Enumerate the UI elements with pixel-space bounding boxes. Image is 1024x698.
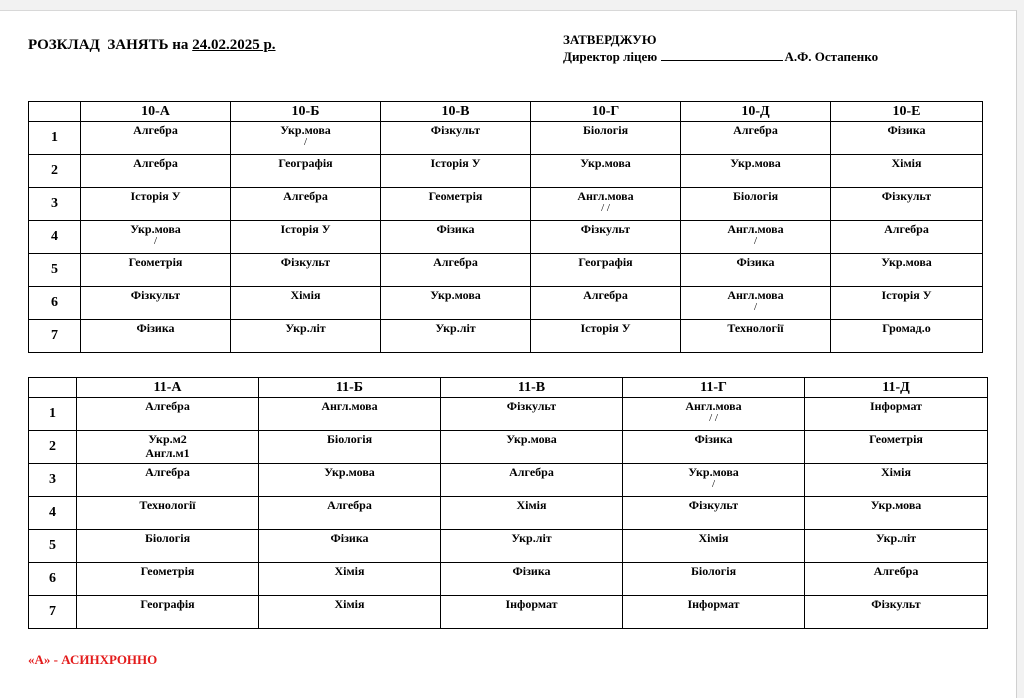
lesson-cell <box>77 596 259 629</box>
subject-name: Укр.мова <box>870 498 922 512</box>
document-page <box>0 10 1017 698</box>
subject-name: Інформат <box>505 597 558 611</box>
lesson-cell <box>623 431 805 464</box>
group-marker: / / <box>601 202 610 214</box>
lesson-number: 5 <box>29 254 81 287</box>
lesson-cell <box>681 254 831 287</box>
lesson-cell <box>231 122 381 155</box>
lesson-cell <box>681 122 831 155</box>
lesson-number: 1 <box>29 122 81 155</box>
subject-name: Фізкульт <box>688 498 739 512</box>
subject-name: Фізкульт <box>871 597 921 611</box>
corner-cell <box>29 378 77 398</box>
lesson-cell <box>623 497 805 530</box>
lesson-cell <box>81 320 231 353</box>
subject-name: Алгебра <box>509 465 554 479</box>
subject-name: Фізкульт <box>430 123 481 137</box>
lesson-cell <box>531 287 681 320</box>
subject-name: Укр.мова <box>130 222 181 236</box>
table-row <box>29 287 983 320</box>
lesson-cell <box>231 254 381 287</box>
lesson-cell <box>77 497 259 530</box>
lesson-cell <box>381 188 531 221</box>
lesson-number: 3 <box>29 188 81 221</box>
lesson-cell <box>81 188 231 221</box>
subject-name: Фізика <box>694 432 733 446</box>
group-marker: / <box>711 478 716 490</box>
class-header: 11-В <box>441 378 623 398</box>
subject-name: Технології <box>727 321 784 335</box>
lesson-cell <box>77 563 259 596</box>
class-header: 11-А <box>77 378 259 398</box>
class-header: 10-А <box>81 102 231 122</box>
table-row <box>29 596 988 629</box>
lesson-cell <box>77 464 259 497</box>
lesson-cell <box>831 122 983 155</box>
subject-name: Фізика <box>736 255 775 269</box>
lesson-cell <box>259 563 441 596</box>
subject-name: Біологія <box>690 564 737 578</box>
table-row <box>29 320 983 353</box>
subject-name: Алгебра <box>145 399 190 413</box>
lesson-number: 6 <box>29 563 77 596</box>
title-date: 24.02.2025 р. <box>192 37 276 53</box>
lesson-cell <box>805 464 988 497</box>
lesson-cell <box>381 254 531 287</box>
class-header: 11-Г <box>623 378 805 398</box>
table-row <box>29 398 988 431</box>
subject-name: Хімія <box>334 597 365 611</box>
subject-name: Алгебра <box>884 222 929 236</box>
subject-name: Алгебра <box>133 156 178 170</box>
lesson-cell <box>831 221 983 254</box>
lesson-cell <box>805 530 988 563</box>
lesson-cell <box>259 431 441 464</box>
lesson-cell <box>81 254 231 287</box>
subject-name: Фізика <box>512 564 551 578</box>
lesson-number: 1 <box>29 398 77 431</box>
subject-name: Укр.літ <box>875 531 917 545</box>
subject-name: Алгебра <box>733 123 778 137</box>
subject-name: Біологія <box>144 531 191 545</box>
class-header: 10-Д <box>681 102 831 122</box>
lesson-cell <box>231 287 381 320</box>
subject-name: Геометрія <box>128 255 183 269</box>
lesson-cell <box>531 155 681 188</box>
subject-name: Громад.о <box>882 321 931 335</box>
lesson-cell <box>831 155 983 188</box>
corner-cell <box>29 102 81 122</box>
group-marker: / <box>753 235 758 247</box>
schedule-table-11 <box>28 377 988 629</box>
class-header: 11-Б <box>259 378 441 398</box>
table-row <box>29 188 983 221</box>
lesson-cell <box>81 155 231 188</box>
subject-name: Історія У <box>280 222 331 236</box>
group-marker: / <box>153 235 158 247</box>
table-header-row <box>29 102 983 122</box>
subject-name: Алгебра <box>145 465 190 479</box>
lesson-cell <box>381 122 531 155</box>
subject-name: Алгебра <box>283 189 328 203</box>
subject-name: Укр.мова <box>881 255 932 269</box>
subject-name: Англ.мова <box>727 288 784 302</box>
lesson-cell <box>623 398 805 431</box>
subject-name: Укр.м2 <box>148 432 187 446</box>
subject-name: Алгебра <box>327 498 372 512</box>
class-header: 11-Д <box>805 378 988 398</box>
lesson-number: 3 <box>29 464 77 497</box>
lesson-cell <box>681 320 831 353</box>
subject-name: Історія У <box>881 288 932 302</box>
approve-word: ЗАТВЕРДЖУЮ <box>563 32 657 47</box>
table-row <box>29 254 983 287</box>
lesson-cell <box>531 254 681 287</box>
lesson-cell <box>531 188 681 221</box>
table-row <box>29 530 988 563</box>
table-row <box>29 431 988 464</box>
lesson-cell <box>381 155 531 188</box>
subject-name: Географія <box>578 255 633 269</box>
lesson-cell <box>623 464 805 497</box>
page-title <box>28 37 276 54</box>
lesson-cell <box>441 431 623 464</box>
lesson-cell <box>681 155 831 188</box>
subject-name: Геометрія <box>428 189 483 203</box>
subject-name: Фізика <box>887 123 926 137</box>
subject-name: Хімія <box>891 156 922 170</box>
subject-name-second: Англ.м1 <box>145 446 190 460</box>
subject-name: Географія <box>140 597 195 611</box>
lesson-number: 4 <box>29 497 77 530</box>
subject-name: Географія <box>278 156 333 170</box>
lesson-number: 7 <box>29 596 77 629</box>
subject-name: Укр.мова <box>580 156 631 170</box>
subject-name: Алгебра <box>873 564 919 578</box>
lesson-cell <box>81 221 231 254</box>
lesson-cell <box>259 464 441 497</box>
director-name: А.Ф. Остапенко <box>784 49 879 64</box>
group-marker: / <box>753 301 758 313</box>
subject-name: Укр.літ <box>285 321 326 335</box>
table-row <box>29 155 983 188</box>
subject-name: Англ.мова <box>727 222 784 236</box>
subject-name: Хімія <box>698 531 729 545</box>
subject-name: Хімія <box>881 465 911 479</box>
subject-name: Інформат <box>869 399 923 413</box>
lesson-cell <box>231 320 381 353</box>
lesson-cell <box>623 530 805 563</box>
subject-name: Біологія <box>326 432 373 446</box>
lesson-cell <box>681 221 831 254</box>
lesson-cell <box>441 563 623 596</box>
subject-name: Укр.мова <box>506 432 557 446</box>
class-header: 10-В <box>381 102 531 122</box>
lesson-cell <box>805 497 988 530</box>
lesson-cell <box>441 530 623 563</box>
subject-name: Фізика <box>136 321 175 335</box>
subject-name: Укр.мова <box>280 123 331 137</box>
lesson-cell <box>381 320 531 353</box>
lesson-cell <box>381 221 531 254</box>
lesson-number: 2 <box>29 155 81 188</box>
lesson-cell <box>441 464 623 497</box>
subject-name: Фізкульт <box>130 288 181 302</box>
lesson-cell <box>831 287 983 320</box>
subject-name: Фізкульт <box>580 222 631 236</box>
lesson-cell <box>805 596 988 629</box>
lesson-cell <box>77 398 259 431</box>
subject-name: Хімія <box>516 498 547 512</box>
subject-name: Укр.мова <box>430 288 481 302</box>
lesson-number: 5 <box>29 530 77 563</box>
class-header: 10-Б <box>231 102 381 122</box>
lesson-cell <box>259 530 441 563</box>
lesson-cell <box>623 596 805 629</box>
lesson-cell <box>805 398 988 431</box>
subject-name: Алгебра <box>133 123 178 137</box>
lesson-cell <box>531 320 681 353</box>
table-row <box>29 122 983 155</box>
subject-name: Геометрія <box>140 564 195 578</box>
subject-name: Біологія <box>582 123 629 137</box>
class-header: 10-Е <box>831 102 983 122</box>
approval-block <box>563 31 878 65</box>
lesson-cell <box>77 530 259 563</box>
subject-name: Укр.мова <box>688 465 739 479</box>
lesson-cell <box>681 287 831 320</box>
lesson-cell <box>381 287 531 320</box>
class-header: 10-Г <box>531 102 681 122</box>
subject-name: Алгебра <box>433 255 478 269</box>
lesson-cell <box>805 431 988 464</box>
asynchronous-note: «А» - АСИНХРОННО <box>28 652 158 667</box>
subject-name: Історія У <box>130 189 181 203</box>
subject-name: Фізика <box>330 531 369 545</box>
lesson-number: 4 <box>29 221 81 254</box>
table-header-row <box>29 378 988 398</box>
subject-name: Укр.літ <box>511 531 552 545</box>
subject-name: Фізкульт <box>881 189 932 203</box>
subject-name: Алгебра <box>583 288 628 302</box>
lesson-cell <box>805 563 988 596</box>
lesson-cell <box>441 398 623 431</box>
table-row <box>29 563 988 596</box>
subject-name: Укр.мова <box>730 156 781 170</box>
subject-name: Фізкульт <box>280 255 331 269</box>
lesson-cell <box>231 188 381 221</box>
subject-name: Англ.мова <box>577 189 634 203</box>
lesson-cell <box>259 497 441 530</box>
lesson-cell <box>831 254 983 287</box>
table-row <box>29 464 988 497</box>
director-label: Директор ліцею <box>563 49 658 64</box>
lesson-cell <box>681 188 831 221</box>
subject-name: Англ.мова <box>685 399 742 413</box>
lesson-cell <box>531 122 681 155</box>
title-prefix: РОЗКЛАД ЗАНЯТЬ на <box>28 37 193 53</box>
subject-name: Фізкульт <box>506 399 557 413</box>
lesson-cell <box>259 596 441 629</box>
subject-name: Історія У <box>430 156 481 170</box>
subject-name: Хімія <box>334 564 365 578</box>
subject-name: Укр.мова <box>324 465 375 479</box>
lesson-cell <box>531 221 681 254</box>
table-row <box>29 221 983 254</box>
subject-name: Інформат <box>687 597 740 611</box>
lesson-cell <box>831 320 983 353</box>
group-marker: / / <box>709 412 718 424</box>
lesson-cell <box>81 122 231 155</box>
subject-name: Біологія <box>732 189 779 203</box>
lesson-number: 7 <box>29 320 81 353</box>
lesson-cell <box>441 596 623 629</box>
lesson-cell <box>77 431 259 464</box>
table-row <box>29 497 988 530</box>
lesson-cell <box>623 563 805 596</box>
lesson-number: 2 <box>29 431 77 464</box>
lesson-cell <box>441 497 623 530</box>
lesson-cell <box>831 188 983 221</box>
subject-name: Англ.мова <box>321 399 378 413</box>
subject-name: Історія У <box>580 321 631 335</box>
subject-name: Укр.літ <box>435 321 476 335</box>
group-marker: / <box>303 136 308 148</box>
lesson-cell <box>81 287 231 320</box>
lesson-number: 6 <box>29 287 81 320</box>
lesson-cell <box>231 155 381 188</box>
subject-name: Технології <box>139 498 196 512</box>
schedule-table-10 <box>28 101 983 353</box>
lesson-cell <box>259 398 441 431</box>
subject-name: Хімія <box>290 288 321 302</box>
subject-name: Фізика <box>436 222 475 236</box>
subject-name: Геометрія <box>869 432 923 446</box>
lesson-cell <box>231 221 381 254</box>
director-line <box>563 48 878 65</box>
signature-blank <box>661 48 783 61</box>
